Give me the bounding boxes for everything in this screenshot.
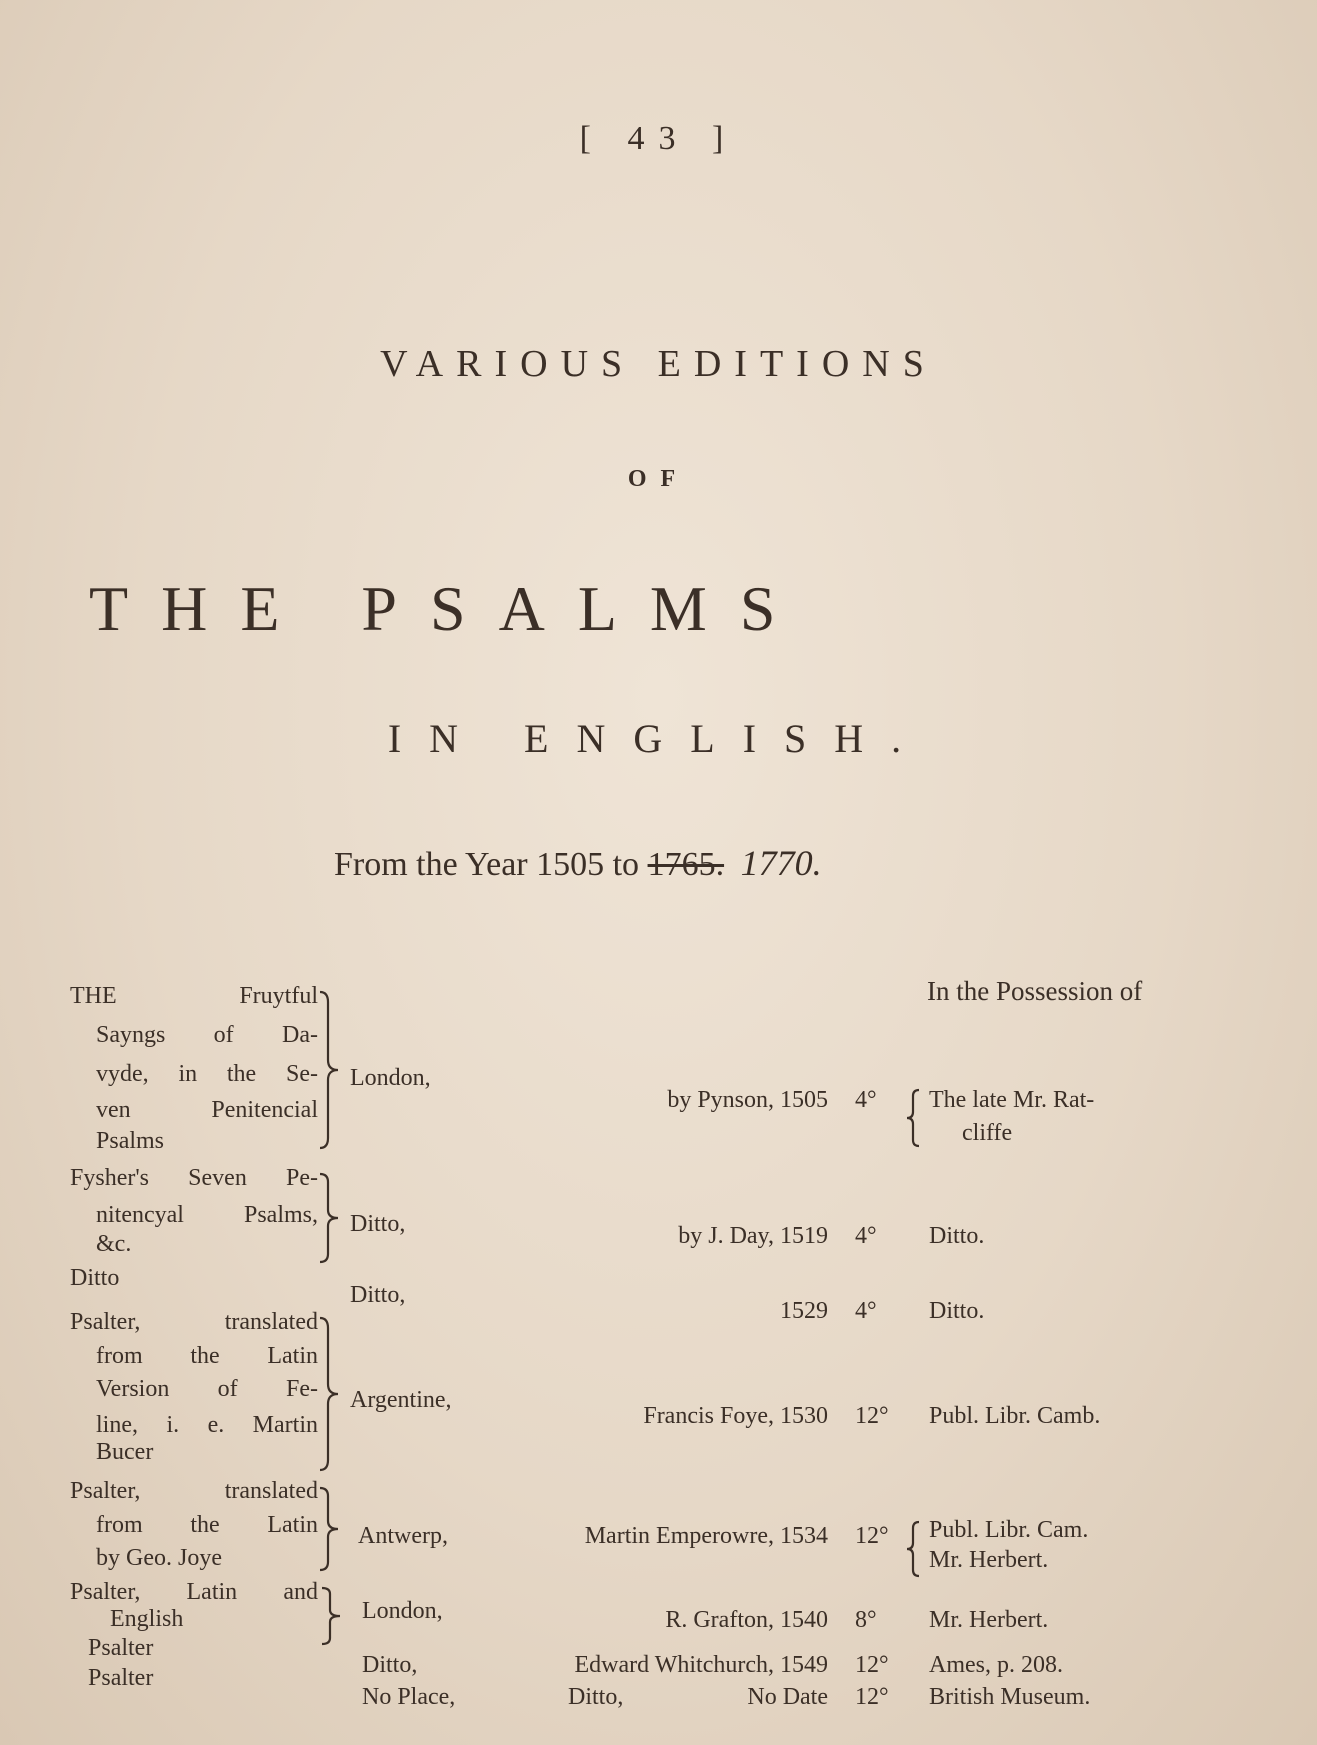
printer: by J. Day, — [678, 1223, 774, 1249]
title-line: vyde, in the Se- — [96, 1061, 318, 1087]
handwritten-year: 1770. — [740, 843, 822, 883]
printer: R. Grafton, — [665, 1607, 774, 1633]
place: London, — [350, 1065, 431, 1091]
owner: Ditto. — [929, 1223, 985, 1249]
printer: Ditto, — [568, 1684, 624, 1710]
place: Antwerp, — [358, 1523, 448, 1549]
format: 12° — [855, 1684, 889, 1710]
format: 8° — [855, 1607, 877, 1633]
page-number: [ 43 ] — [579, 120, 738, 157]
right-brace — [318, 1486, 340, 1572]
year: 1549 — [780, 1652, 828, 1678]
owner: Ames, p. 208. — [929, 1652, 1063, 1678]
title-line: Sayngs of Da- — [96, 1022, 318, 1048]
title-line: Bucer — [96, 1439, 154, 1465]
place: Argentine, — [350, 1387, 452, 1413]
struck-year: 1765. — [647, 846, 725, 883]
title-line: Psalter, translated — [70, 1478, 318, 1504]
printer-year — [667, 1087, 828, 1114]
title-line: Psalter, Latin and — [70, 1579, 318, 1605]
owner: Mr. Herbert. — [929, 1607, 1049, 1633]
title-line: THE Fruytful — [70, 983, 318, 1009]
heading-various-editions: VARIOUS EDITIONS — [380, 343, 937, 385]
owner: The late Mr. Rat- — [929, 1087, 1095, 1113]
title-line: ven Penitencial — [96, 1097, 318, 1123]
place: No Place, — [362, 1684, 456, 1710]
printer-year — [678, 1223, 828, 1250]
title-line: Psalter — [88, 1665, 154, 1691]
title-line: from the Latin — [96, 1512, 318, 1538]
year: 1519 — [780, 1223, 828, 1249]
left-brace — [905, 1520, 921, 1578]
title-line: Fysher's Seven Pe- — [70, 1165, 318, 1191]
right-brace — [318, 1172, 340, 1264]
printer: Francis Foye, — [643, 1403, 774, 1429]
left-brace — [905, 1088, 921, 1148]
place: London, — [362, 1598, 443, 1624]
printer-year — [585, 1523, 828, 1550]
year: 1540 — [780, 1607, 828, 1633]
printer: Edward Whitchurch, — [574, 1652, 774, 1678]
title-line: line, i. e. Martin — [96, 1412, 318, 1438]
format: 12° — [855, 1403, 889, 1429]
title-line: from the Latin — [96, 1343, 318, 1369]
title-line: Version of Fe- — [96, 1376, 318, 1402]
year: No Date — [747, 1684, 828, 1710]
right-brace — [318, 990, 340, 1150]
heading-in-english: IN ENGLISH. — [387, 716, 930, 761]
format: 12° — [855, 1523, 889, 1549]
owner: Ditto. — [929, 1298, 985, 1324]
title-line: by Geo. Joye — [96, 1545, 222, 1571]
owner: Publ. Libr. Cam. — [929, 1517, 1089, 1543]
year: 1530 — [780, 1403, 828, 1429]
format: 12° — [855, 1652, 889, 1678]
possession-header: In the Possession of — [927, 976, 1143, 1006]
printer-year — [643, 1403, 828, 1430]
title-line: English — [110, 1606, 184, 1632]
format: 4° — [855, 1223, 877, 1249]
owner: British Museum. — [929, 1684, 1091, 1710]
printer-year — [780, 1298, 828, 1325]
owner: cliffe — [962, 1120, 1013, 1146]
title-line: &c. — [96, 1231, 132, 1257]
owner: Publ. Libr. Camb. — [929, 1403, 1101, 1429]
printer: by Pynson, — [667, 1087, 774, 1113]
year: 1529 — [780, 1298, 828, 1324]
year: 1505 — [780, 1087, 828, 1113]
title-line: Psalter, translated — [70, 1309, 318, 1335]
heading-the-psalms: THE PSALMS — [89, 573, 809, 644]
printer: Martin Emperowre, — [584, 1523, 774, 1549]
year: 1534 — [780, 1523, 828, 1549]
title-line: Ditto — [70, 1265, 120, 1291]
place: Ditto, — [350, 1211, 406, 1237]
printer-year — [665, 1607, 828, 1634]
place: Ditto, — [350, 1282, 406, 1308]
place: Ditto, — [362, 1652, 418, 1678]
subtitle — [334, 842, 822, 884]
format: 4° — [855, 1087, 877, 1113]
printer-year — [575, 1652, 829, 1679]
title-line: nitencyal Psalms, — [96, 1202, 318, 1228]
subtitle-text: From the Year 1505 to — [334, 846, 640, 883]
title-line: Psalms — [96, 1128, 165, 1154]
owner: Mr. Herbert. — [929, 1547, 1049, 1573]
title-line: Psalter — [88, 1635, 154, 1661]
heading-of: OF — [627, 466, 690, 492]
right-brace — [318, 1316, 340, 1472]
format: 4° — [855, 1298, 877, 1324]
